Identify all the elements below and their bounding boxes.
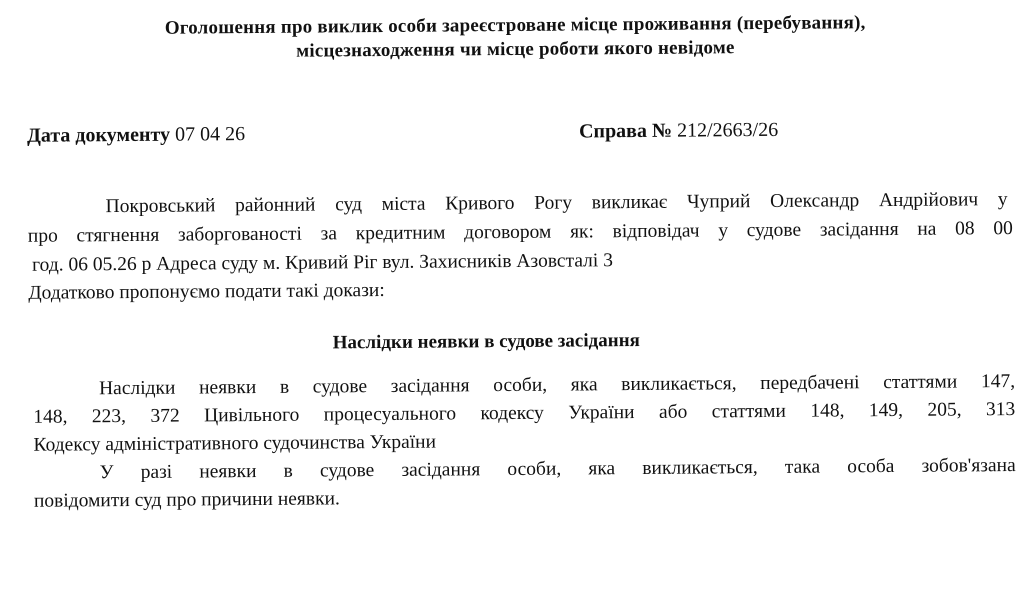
case-number-value: 212/2663/26 <box>676 118 779 142</box>
document-title-line-1: Оголошення про виклик особи зареєстроване місце проживання (перебування), <box>164 12 866 39</box>
consequences-text-line: 148, 223, 372 Цивільного процесуального кодексу України або статтями 148, 149, 205, 313 <box>33 399 1016 428</box>
document-date <box>27 122 245 148</box>
consequences-text-line: У разі неявки в судове засідання особи, яка викликається, така особа зобов'язана <box>99 455 1016 484</box>
document-title-line-2: місцезнаходження чи місце роботи якого невідоме <box>296 37 735 62</box>
summons-text-line: про стягнення заборгованості за кредитним договором як: відповідач у судове засідання на 08 00 <box>27 218 1013 247</box>
consequences-heading: Наслідки неявки в судове засідання <box>332 329 640 354</box>
document-date-label: Дата документу <box>26 123 171 147</box>
summons-text-line: Покровський районний суд міста Кривого Рогу викликає Чуприй Олександр Андрійович у <box>105 189 1008 218</box>
consequences-text-line: повідомити суд про причини неявки. <box>33 488 340 512</box>
consequences-text-line: Наслідки неявки в судове засідання особи, яка викликається, передбачені статтями 147, <box>98 371 1016 400</box>
consequences-text-line: Кодексу адміністративного судочинства України <box>33 431 437 456</box>
case-number <box>579 118 778 144</box>
case-number-label: Справа № <box>578 119 673 143</box>
document-date-value: 07 04 26 <box>174 123 246 146</box>
summons-text-line: год. 06 05.26 р Адреса суду м. Кривий Ріг вул. Захисників Азовсталі 3 <box>32 250 613 276</box>
summons-text-line: Додатково пропонуємо подати такі докази: <box>28 279 385 304</box>
